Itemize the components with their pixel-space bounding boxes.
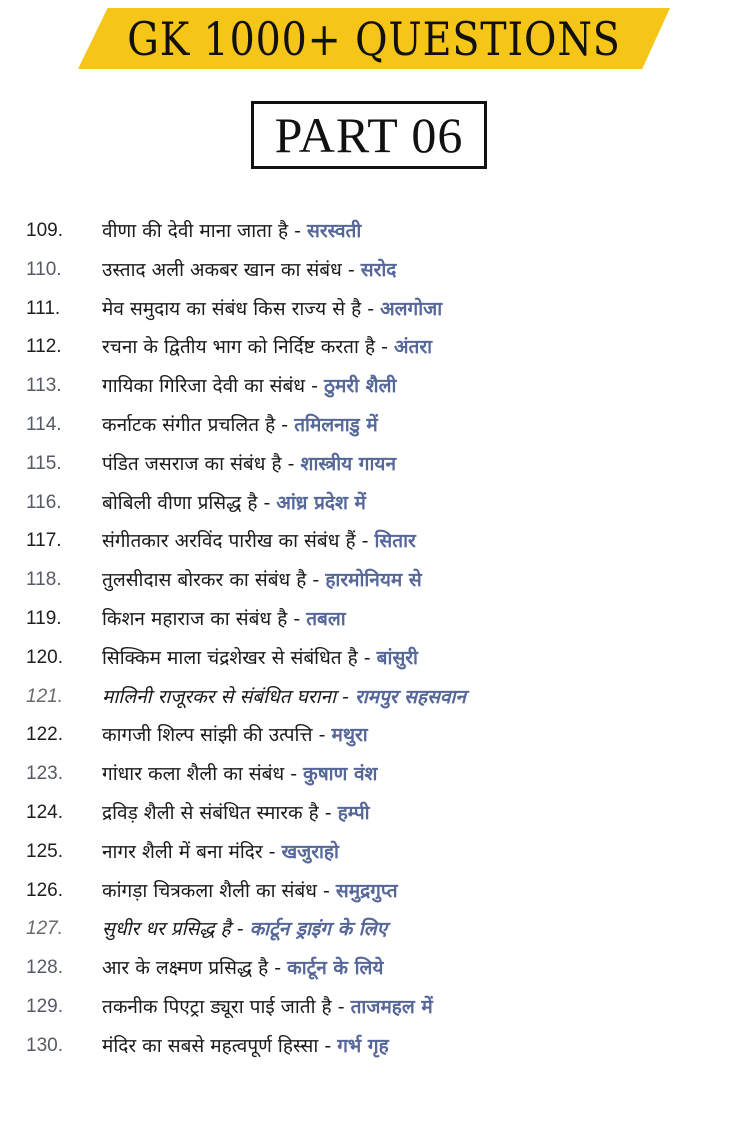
- list-item: [0, 988, 736, 1027]
- separator: -: [336, 685, 355, 708]
- question-number: 109.: [26, 220, 63, 241]
- answer-text: सरोद: [360, 258, 397, 281]
- question-number: 113.: [26, 375, 62, 397]
- question-number: 112.: [26, 336, 62, 358]
- separator: -: [318, 1034, 338, 1057]
- question-number: 130.: [26, 1034, 63, 1056]
- question-number: 122.: [26, 724, 63, 746]
- separator: -: [361, 297, 381, 320]
- list-item: [0, 755, 736, 794]
- answer-text: हारमोनियम से: [325, 569, 422, 592]
- answer-text: कार्टून के लिये: [287, 957, 384, 980]
- question-text: नागर शैली में बना मंदिर: [102, 840, 263, 863]
- question-text: मंदिर का सबसे महत्वपूर्ण हिस्सा: [102, 1034, 319, 1057]
- list-item: [0, 910, 736, 949]
- answer-text: आंध्र प्रदेश में: [276, 491, 366, 514]
- question-number: 119.: [26, 607, 62, 629]
- answer-text: सरस्वती: [306, 220, 362, 242]
- list-item: [0, 328, 736, 367]
- list-item: [0, 212, 736, 251]
- question-text: संगीतकार अरविंद पारीख का संबंध हैं: [102, 530, 356, 553]
- question-number: 115.: [26, 452, 62, 474]
- list-item: [0, 716, 736, 755]
- question-line: [102, 644, 418, 670]
- question-text: वीणा की देवी माना जाता है: [102, 220, 289, 242]
- question-text: कागजी शिल्प सांझी की उत्पत्ति: [102, 724, 313, 747]
- question-text: मालिनी राजूरकर से संबंधित घराना: [102, 685, 336, 708]
- list-item: [0, 872, 736, 911]
- separator: -: [288, 220, 307, 242]
- list-item: [0, 794, 736, 833]
- separator: -: [316, 879, 336, 902]
- answer-text: गर्भ गृह: [337, 1034, 389, 1057]
- list-item: [0, 949, 736, 988]
- question-text: तकनीक पिएट्रा ड्यूरा पाई जाती है: [102, 995, 332, 1018]
- question-text: मेव समुदाय का संबंध किस राज्य से है: [102, 297, 362, 320]
- part-label-box: [251, 101, 487, 169]
- answer-text: समुद्रगुप्त: [335, 879, 398, 902]
- question-number: 123.: [26, 763, 63, 785]
- question-number: 114.: [26, 413, 62, 435]
- answer-text: बांसुरी: [376, 646, 418, 669]
- question-line: [102, 683, 466, 709]
- question-line: [102, 256, 396, 282]
- question-line: [102, 1032, 389, 1058]
- list-item: [0, 522, 736, 561]
- question-number: 125.: [26, 840, 63, 862]
- question-number: 127.: [26, 918, 63, 940]
- question-list: [0, 212, 736, 1066]
- question-number: 121.: [26, 685, 63, 707]
- question-line: [102, 915, 387, 941]
- separator: -: [306, 569, 326, 592]
- answer-text: रामपुर सहसवान: [354, 685, 466, 708]
- page-title: GK 1000+ QUESTIONS: [127, 11, 621, 66]
- question-line: [102, 605, 346, 631]
- question-text: रचना के द्वितीय भाग को निर्दिष्ट करता है: [102, 336, 376, 359]
- answer-text: अंतरा: [394, 336, 433, 359]
- question-line: [102, 799, 370, 825]
- separator: -: [262, 840, 282, 863]
- list-item: [0, 600, 736, 639]
- question-line: [102, 838, 339, 864]
- question-text: उस्ताद अली अकबर खान का संबंध: [102, 258, 342, 281]
- question-number: 120.: [26, 646, 63, 668]
- question-text: सुधीर धर प्रसिद्ध है: [102, 918, 231, 941]
- question-text: पंडित जसराज का संबंध है: [102, 452, 282, 475]
- question-line: [102, 527, 416, 553]
- answer-text: तबला: [306, 607, 346, 630]
- question-number: 118.: [26, 569, 62, 591]
- answer-text: मथुरा: [331, 724, 368, 747]
- list-item: [0, 251, 736, 290]
- separator: -: [284, 763, 304, 786]
- question-line: [102, 993, 433, 1019]
- question-text: तुलसीदास बोरकर का संबंध है: [102, 569, 307, 592]
- list-item: [0, 290, 736, 329]
- separator: -: [341, 258, 361, 281]
- list-item: [0, 367, 736, 406]
- question-text: द्रविड़ शैली से संबंधित स्मारक है: [102, 801, 319, 824]
- question-text: गांधार कला शैली का संबंध: [102, 763, 285, 786]
- answer-text: अलगोजा: [380, 297, 443, 320]
- answer-text: शास्त्रीय गायन: [300, 452, 396, 475]
- list-item: [0, 406, 736, 445]
- answer-text: कार्टून ड्राइंग के लिए: [249, 918, 388, 941]
- separator: -: [268, 957, 288, 980]
- separator: -: [275, 413, 295, 436]
- separator: -: [230, 918, 250, 941]
- question-line: [102, 333, 432, 359]
- question-line: [102, 411, 378, 437]
- question-text: कर्नाटक संगीत प्रचलित है: [102, 413, 276, 436]
- separator: -: [355, 530, 375, 553]
- separator: -: [287, 607, 307, 630]
- list-item: [0, 678, 736, 717]
- question-number: 111.: [26, 297, 61, 319]
- answer-text: खजुराहो: [281, 840, 339, 863]
- list-item: [0, 833, 736, 872]
- separator: -: [318, 801, 338, 824]
- question-line: [102, 954, 383, 980]
- question-text: गायिका गिरिजा देवी का संबंध: [102, 375, 306, 398]
- question-number: 117.: [26, 530, 62, 552]
- question-text: बोबिली वीणा प्रसिद्ध है: [102, 491, 258, 514]
- answer-text: हम्पी: [337, 801, 370, 824]
- answer-text: ताजमहल में: [350, 995, 433, 1018]
- separator: -: [357, 646, 377, 669]
- separator: -: [312, 724, 332, 747]
- part-label: PART 06: [274, 107, 464, 163]
- list-item: [0, 1027, 736, 1066]
- question-number: 110.: [26, 258, 62, 280]
- answer-text: कुषाण वंश: [303, 763, 378, 786]
- list-item: [0, 561, 736, 600]
- question-line: [102, 760, 377, 786]
- separator: -: [305, 375, 324, 398]
- question-number: 116.: [26, 491, 62, 513]
- list-item: [0, 484, 736, 523]
- question-line: [102, 566, 422, 592]
- separator: -: [257, 491, 277, 514]
- question-line: [102, 721, 368, 747]
- question-text: किशन महाराज का संबंध है: [102, 607, 288, 630]
- question-line: [102, 217, 361, 243]
- question-line: [102, 489, 366, 515]
- question-number: 126.: [26, 879, 63, 901]
- answer-text: ठुमरी शैली: [323, 375, 397, 398]
- list-item: [0, 639, 736, 678]
- question-number: 129.: [26, 995, 63, 1017]
- separator: -: [281, 452, 301, 475]
- question-text: सिक्किम माला चंद्रशेखर से संबंधित है: [102, 646, 358, 669]
- question-line: [102, 450, 396, 476]
- question-line: [102, 877, 398, 903]
- question-line: [102, 295, 442, 321]
- question-text: कांगड़ा चित्रकला शैली का संबंध: [102, 879, 317, 902]
- answer-text: सितार: [374, 530, 416, 553]
- list-item: [0, 445, 736, 484]
- separator: -: [375, 336, 394, 359]
- question-number: 128.: [26, 957, 63, 979]
- question-number: 124.: [26, 801, 63, 823]
- answer-text: तमिलनाडु में: [294, 413, 378, 436]
- question-line: [102, 372, 396, 398]
- question-text: आर के लक्ष्मण प्रसिद्ध है: [102, 957, 269, 980]
- separator: -: [331, 995, 351, 1018]
